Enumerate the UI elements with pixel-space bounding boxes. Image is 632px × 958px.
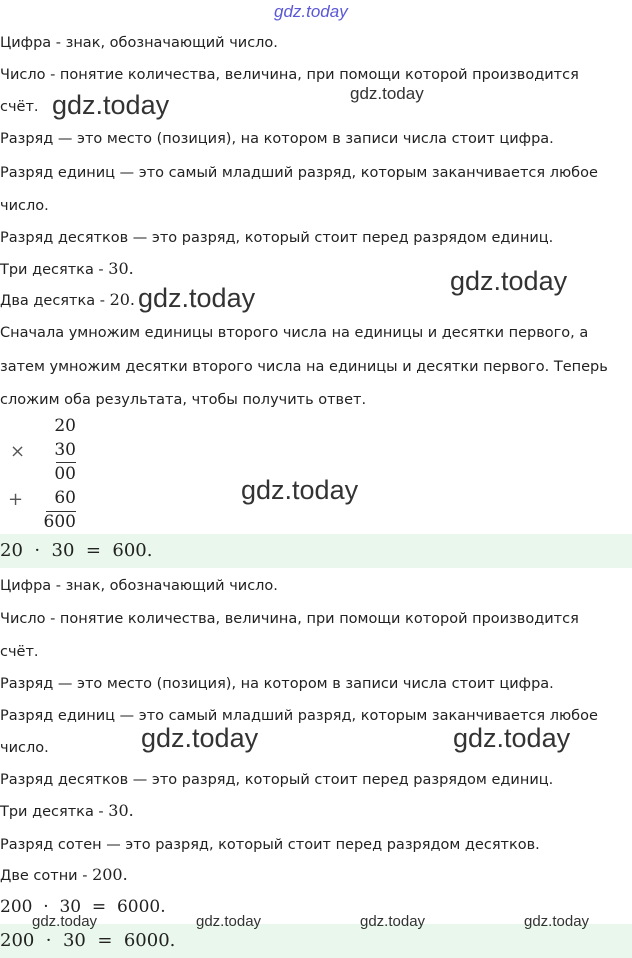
watermark: gdz.today: [350, 84, 424, 103]
three-tens: [0, 260, 134, 279]
two-tens: [0, 291, 135, 310]
explanation-line-2: затем умножим десятки второго числа на единицы и десятки первого. Теперь: [0, 359, 608, 375]
definition-digit-2: Цифра - знак, обозначающий число.: [0, 578, 278, 594]
watermark: gdz.today: [450, 266, 568, 296]
watermark: gdz.today: [524, 913, 590, 930]
definition-units-place-2: Разряд единиц — это самый младший разряд, которым заканчивается любое: [0, 708, 598, 724]
definition-number-2: Число - понятие количества, величина, при помощи которой производится: [0, 611, 579, 627]
watermark-top: gdz.today: [274, 2, 348, 21]
watermark: gdz.today: [360, 913, 426, 930]
column-rule-1: [56, 462, 76, 463]
definition-place-2: Разряд — это место (позиция), на котором в записи числа стоит цифра.: [0, 676, 554, 692]
three-tens-2: [0, 802, 134, 821]
two-tens-label: Два десятка -: [0, 293, 110, 309]
watermark: gdz.today: [453, 723, 571, 753]
multiply-sign: ×: [10, 441, 26, 462]
explanation-line-1: Сначала умножим единицы второго числа на единицы и десятки первого, а: [0, 325, 589, 341]
three-tens-label-2: Три десятка -: [0, 804, 109, 820]
definition-units-place-end-2: число.: [0, 740, 49, 756]
watermark: gdz.today: [241, 475, 359, 505]
two-tens-value: 20.: [109, 290, 136, 309]
definition-number-end: счёт.: [0, 99, 39, 115]
two-hundreds-label: Две сотни -: [0, 868, 93, 884]
column-multiplier: 30: [54, 440, 76, 460]
product-line: 200 · 30 = 6000.: [0, 897, 166, 917]
two-hundreds-value: 200.: [92, 865, 128, 884]
watermark: gdz.today: [141, 723, 259, 753]
column-partial-1: 00: [54, 464, 76, 484]
definition-place: Разряд — это место (позиция), на котором в записи числа стоит цифра.: [0, 131, 554, 147]
definition-number-end-2: счёт.: [0, 644, 39, 660]
answer-1: 20 · 30 = 600.: [0, 540, 153, 561]
three-tens-value-2: 30.: [108, 801, 134, 820]
watermark: gdz.today: [32, 913, 98, 930]
definition-hundreds-place: Разряд сотен — это разряд, который стоит перед разрядом десятков.: [0, 837, 540, 853]
watermark: gdz.today: [196, 913, 262, 930]
definition-digit: Цифра - знак, обозначающий число.: [0, 35, 278, 51]
plus-sign: +: [8, 489, 24, 510]
definition-units-place-end: число.: [0, 198, 49, 214]
explanation-line-3: сложим оба результата, чтобы получить ответ.: [0, 392, 367, 408]
column-multiplicand: 20: [54, 416, 76, 436]
definition-number: Число - понятие количества, величина, при помощи которой производится: [0, 67, 579, 83]
watermark: gdz.today: [138, 283, 256, 313]
three-tens-value: 30.: [108, 259, 134, 278]
watermark: gdz.today: [52, 90, 170, 120]
definition-units-place: Разряд единиц — это самый младший разряд, которым заканчивается любое: [0, 165, 598, 181]
definition-tens-place: Разряд десятков — это разряд, который стоит перед разрядом единиц.: [0, 230, 554, 246]
three-tens-label: Три десятка -: [0, 262, 109, 278]
column-partial-2: 60: [54, 488, 76, 508]
two-hundreds: [0, 866, 128, 885]
column-result: 600: [43, 512, 76, 532]
definition-tens-place-2: Разряд десятков — это разряд, который стоит перед разрядом единиц.: [0, 772, 554, 788]
answer-2: 200 · 30 = 6000.: [0, 930, 176, 951]
